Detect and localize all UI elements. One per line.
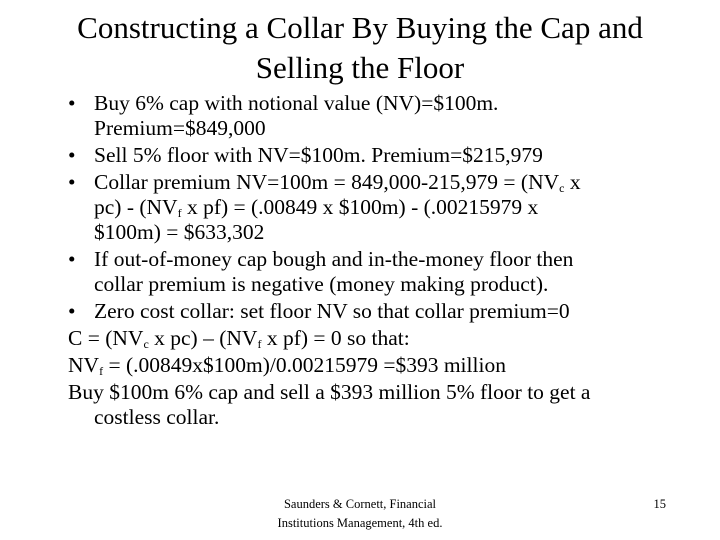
title-line-1: Constructing a Collar By Buying the Cap and [77,10,643,45]
bullet-text: If out-of-money cap bough and in-the-money floor then [94,247,574,271]
page-number: 15 [653,497,666,511]
bullet-item-floor [68,143,708,168]
title-line-2: Selling the Floor [255,50,465,85]
bullet-icon: • [68,299,76,323]
bullet-item-zero-cost [68,299,708,324]
bullet-item-out-of-money [68,247,708,297]
bullet-icon: • [68,247,76,271]
equation-line: $C = (NV_c$ x $pc) - (NV_f$ x pf) = 0 so that: [68,326,410,351]
bullet-text: $pc) - (NV_f$ x pf) = (.00849 x $100m) - (.00215979 x [94,195,539,220]
footer-line-1: Saunders & Cornett, Financial [283,497,437,511]
bullet-text: $100m) = $633,302 [94,220,265,244]
bullet-text: Premium=$849,000 [94,116,266,140]
bullet-text: Zero cost collar: set floor NV so that collar premium=0 [94,299,570,323]
footer-line-2: Institutions Management, 4th ed. [277,516,443,530]
footer-citation [240,495,480,533]
bullet-icon: • [68,170,76,194]
conclusion-text: Buy $100m 6% cap and sell a $393 million 5% floor to get a costless collar. [68,380,591,429]
bullet-text: collar premium is negative (money making product). [94,272,549,296]
bullet-item-cap [68,91,708,141]
bullet-text: Sell 5% floor with NV=$100m. Premium=$215,979 [94,143,543,167]
bullet-icon: • [68,91,76,115]
bullet-text: Buy 6% cap with notional value (NV)=$100m. [94,91,499,115]
slide-title [0,8,720,88]
slide-body [68,91,708,432]
bullet-icon: • [68,143,76,167]
bullet-text: Collar premium $NV=100m = 849,000-215,979 = (NV_c$ x [94,170,581,195]
result-line: $NV_f$ = (.00849x$100m)/0.00215979 =$393 million [68,353,506,378]
bullet-item-collar-premium [68,170,708,245]
